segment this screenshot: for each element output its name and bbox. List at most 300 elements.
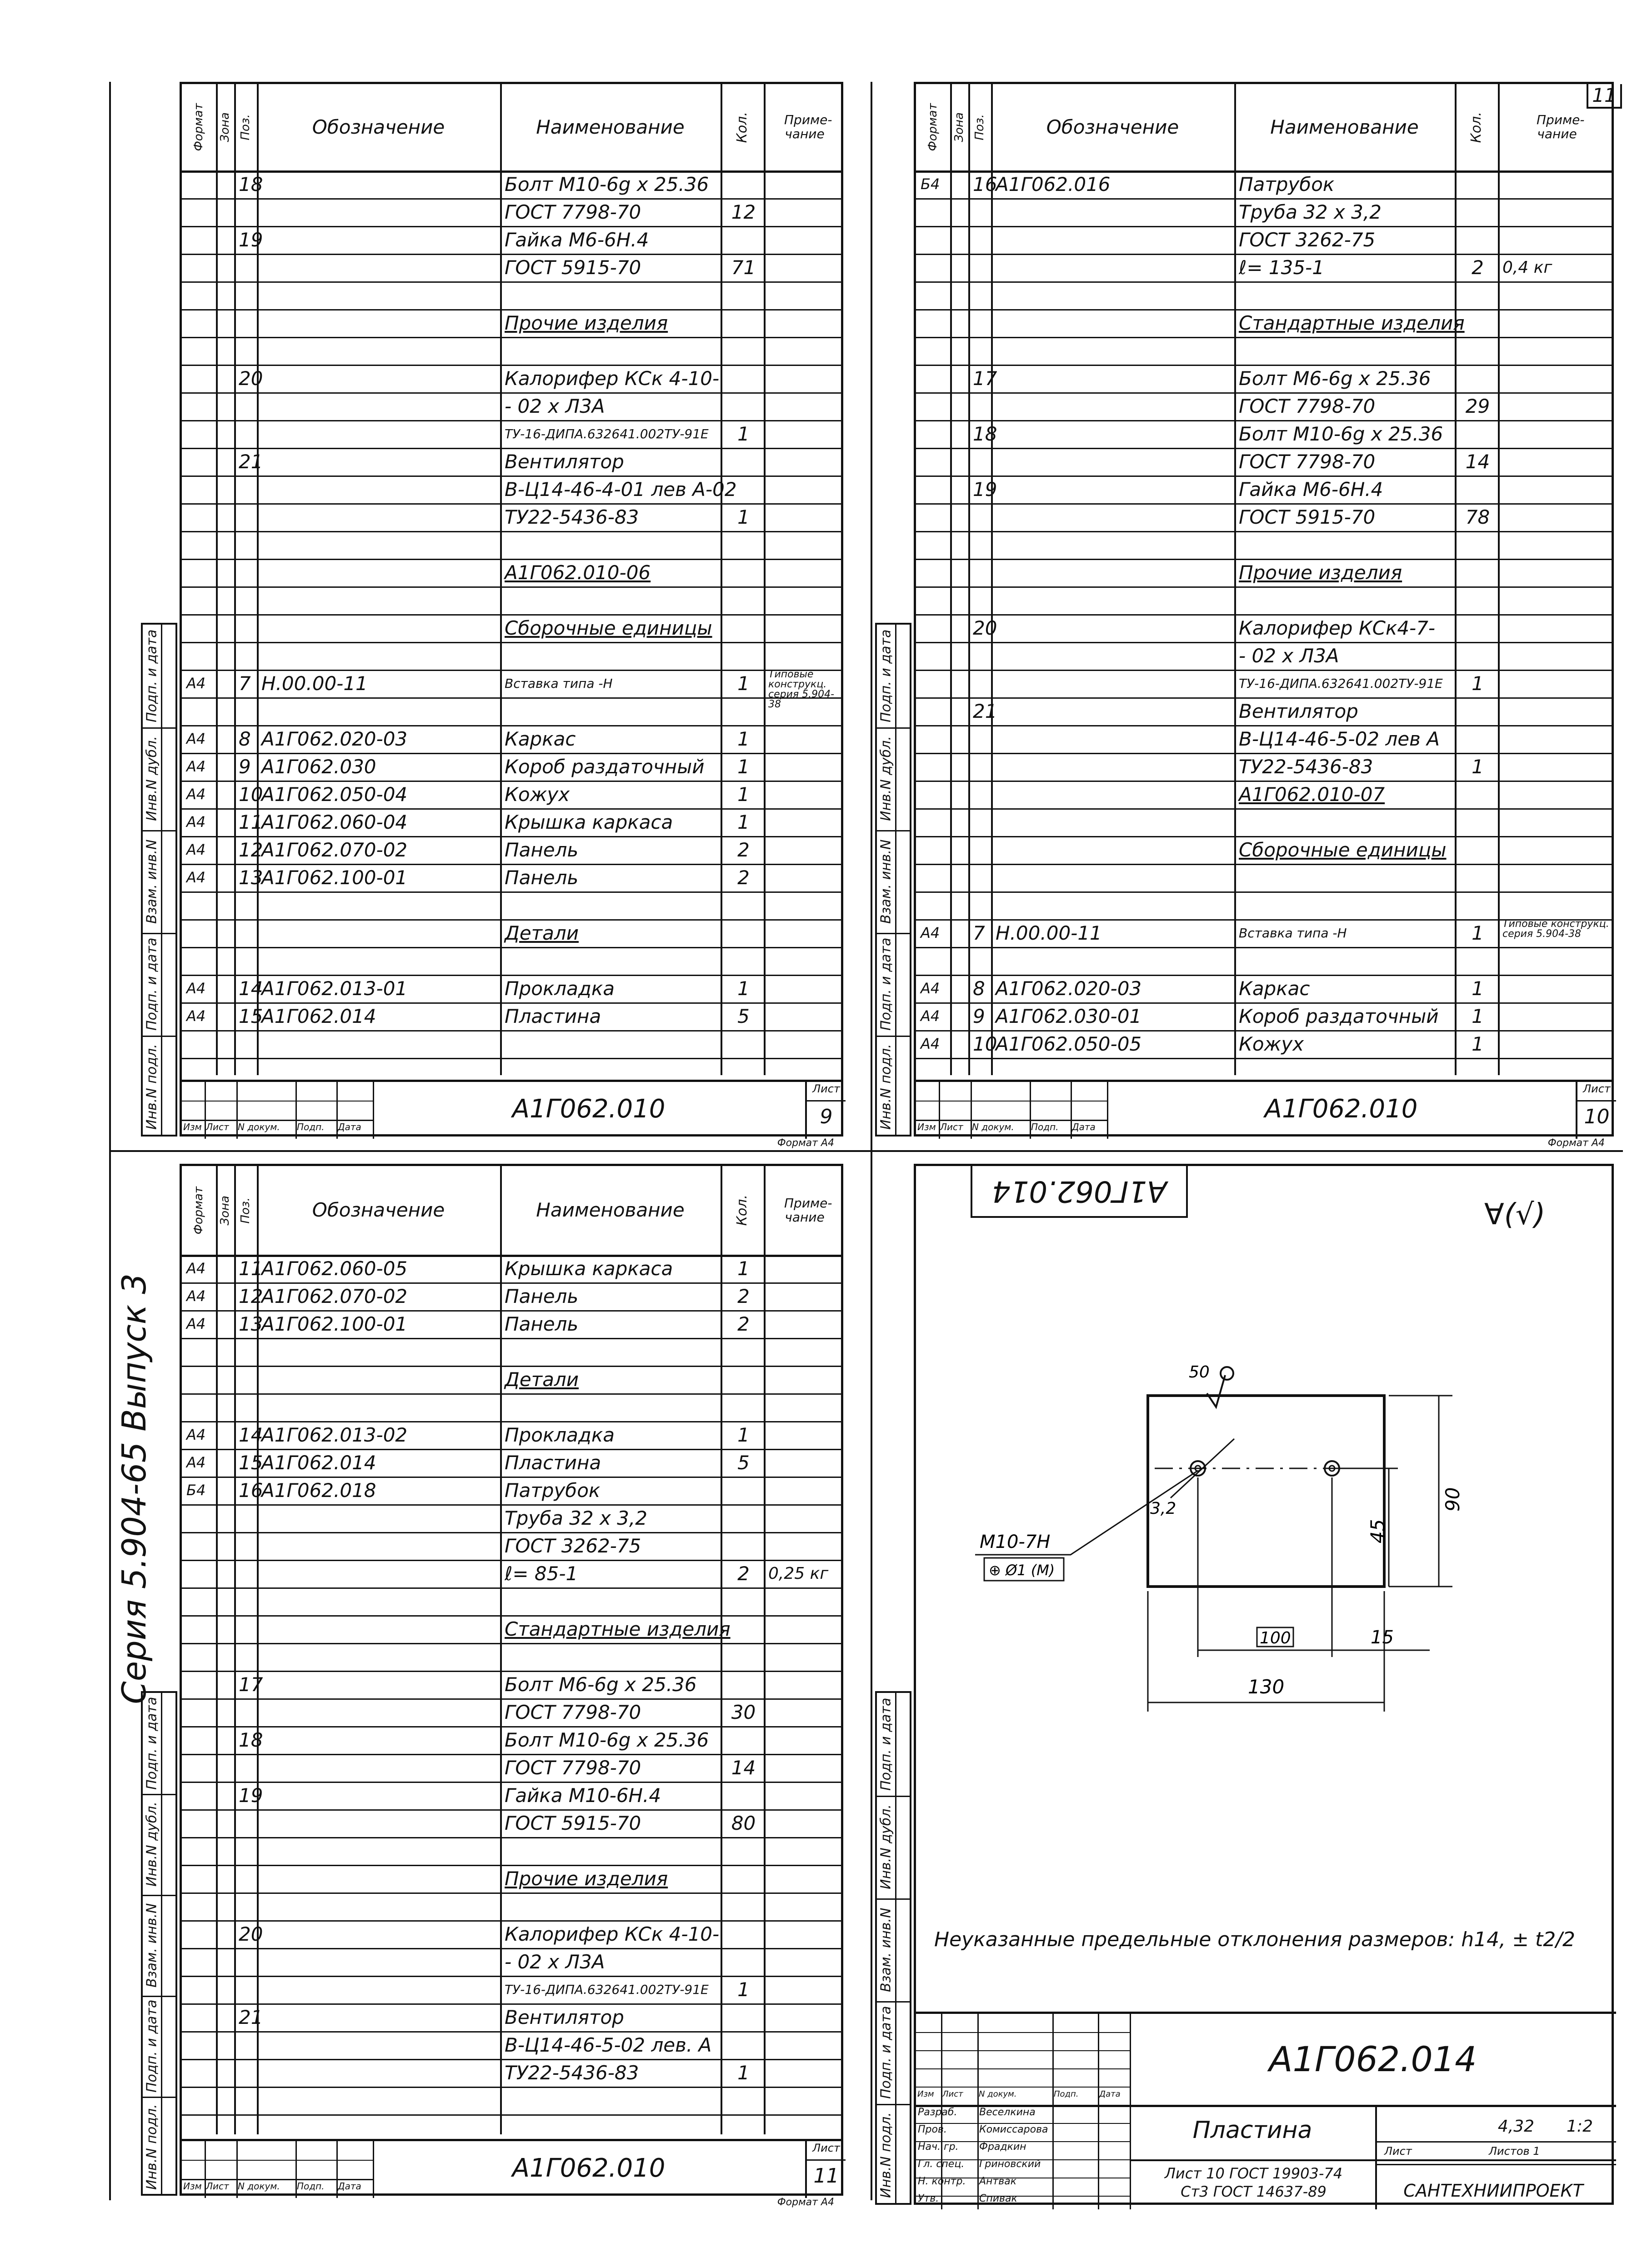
side-label: Взам. инв.N xyxy=(878,1908,894,1992)
header-pos-text: Поз. xyxy=(238,1197,252,1224)
tb-person: Фрадкин xyxy=(979,2141,1026,2153)
cell-q: 30 xyxy=(731,1701,756,1723)
cell-n: В-Ц14-46-4-01 лев А-02 xyxy=(505,478,737,501)
col-divider xyxy=(1498,84,1500,1075)
cell-d: А1Г062.018 xyxy=(261,1479,376,1502)
stamp-sheet-number: 10 xyxy=(1584,1105,1610,1128)
cell-q: 29 xyxy=(1465,395,1490,417)
cell-n: ТУ22-5436-83 xyxy=(505,2062,639,2084)
header-designation xyxy=(991,84,1234,170)
tb-person: Комиссарова xyxy=(979,2124,1048,2135)
cell-p: 19 xyxy=(239,1784,263,1807)
row-divider xyxy=(916,281,1612,283)
side-label: Инв.N подл. xyxy=(144,1044,160,1130)
col-divider xyxy=(500,84,502,1075)
title-block xyxy=(916,2012,1616,2209)
cell-d: А1Г062.050-05 xyxy=(996,1033,1142,1055)
format-footer: Формат А4 xyxy=(1547,1137,1605,1149)
stamp-row-line xyxy=(916,1120,1107,1121)
header-zone xyxy=(216,84,234,170)
cell-n: Прокладка xyxy=(505,1424,615,1446)
row-divider xyxy=(916,864,1612,865)
cell-n: Детали xyxy=(505,922,579,944)
tb-org-line xyxy=(1375,2164,1616,2165)
row-divider xyxy=(182,2087,841,2088)
cell-n: ГОСТ 7798-70 xyxy=(505,1701,641,1723)
header-qty-text: Кол. xyxy=(734,111,750,143)
sheet3-frame xyxy=(180,1164,843,2196)
cell-n: Болт М6-6g x 25.36 xyxy=(1239,367,1431,390)
side-label: Инв.N подл. xyxy=(144,2104,160,2190)
cell-f: А4 xyxy=(921,1007,940,1025)
cell-n: Болт М10-6g x 25.36 xyxy=(1239,423,1443,445)
cell-n: Панель xyxy=(505,866,579,889)
cell-q: 5 xyxy=(737,1005,750,1027)
cell-n: ТУ-16-ДИПА.632641.002ТУ-91Е xyxy=(1239,676,1443,691)
cell-f: А4 xyxy=(186,869,206,886)
cell-p: 9 xyxy=(973,1005,985,1027)
cell-d: А1Г062.014 xyxy=(261,1005,376,1027)
tb-row xyxy=(916,2087,1130,2088)
header-format xyxy=(182,84,216,170)
tb-col-v xyxy=(1375,2105,1377,2209)
cell-p: 20 xyxy=(973,617,997,639)
cell-d: А1Г062.030 xyxy=(261,756,376,778)
stamp-izm: Изм xyxy=(917,1121,936,1132)
cell-r: 0,4 кг xyxy=(1502,258,1552,277)
cell-d: А1Г062.030-01 xyxy=(996,1005,1142,1027)
cell-q: 1 xyxy=(1472,922,1484,944)
series-label: Серия 5.904-65 Выпуск 3 xyxy=(115,1273,153,1704)
cell-n: ТУ22-5436-83 xyxy=(505,506,639,528)
cell-d: А1Г062.016 xyxy=(996,173,1111,195)
col-divider xyxy=(721,84,722,1075)
cell-n: Кожух xyxy=(505,783,570,806)
stamp-row-line xyxy=(182,2179,373,2180)
cell-n: Каркас xyxy=(505,728,576,750)
part-drawing xyxy=(916,1257,1616,1848)
row-divider xyxy=(182,281,841,283)
row-divider xyxy=(182,1030,841,1031)
stamp-list: Лист xyxy=(206,2181,229,2192)
cell-p: 13 xyxy=(239,1313,263,1335)
stamp-izm: Изм xyxy=(183,2181,202,2192)
side-label: Подп. и дата xyxy=(144,1697,160,1790)
header-name-text: Наименование xyxy=(536,115,685,138)
cell-f: А4 xyxy=(186,841,206,858)
sheet2-stamp xyxy=(916,1080,1616,1139)
tb-material-2: Ст3 ГОСТ 14637-89 xyxy=(1181,2183,1327,2200)
cell-q: 1 xyxy=(737,728,750,750)
cell-q: 1 xyxy=(737,1257,750,1280)
cell-n: ℓ= 135-1 xyxy=(1239,256,1324,279)
center-cut-line xyxy=(871,82,872,2200)
tb-role: Нач. гр. xyxy=(918,2141,959,2153)
cell-n: Крышка каркаса xyxy=(505,811,673,833)
roughness-general: ∀(√) xyxy=(1484,1198,1546,1232)
row-divider xyxy=(182,1643,841,1644)
cell-f: А4 xyxy=(186,1260,206,1277)
cell-n: ГОСТ 7798-70 xyxy=(505,1757,641,1779)
stamp-list: Лист xyxy=(940,1121,963,1132)
row-divider xyxy=(916,531,1612,532)
cell-q: 1 xyxy=(737,2062,750,2084)
dim-edge: 15 xyxy=(1371,1627,1394,1648)
side-label: Взам. инв.N xyxy=(144,1903,160,1988)
header-zone xyxy=(216,1166,234,1255)
row-divider xyxy=(916,1058,1612,1059)
cell-n: ГОСТ 7798-70 xyxy=(505,201,641,223)
cell-p: 10 xyxy=(973,1033,997,1055)
cell-n: Патрубок xyxy=(1239,173,1335,195)
cell-p: 20 xyxy=(239,367,263,390)
tb-name: Пластина xyxy=(1192,2117,1312,2144)
header-note-text: Приме-чание xyxy=(1537,112,1585,141)
cell-p: 16 xyxy=(239,1479,263,1502)
cell-n: Пластина xyxy=(505,1005,601,1027)
roughness-label: 50 xyxy=(1189,1363,1210,1382)
cell-q: 2 xyxy=(737,1285,750,1307)
header-format-text: Формат xyxy=(192,103,206,151)
cell-n: В-Ц14-46-5-02 лев. А xyxy=(505,2034,712,2056)
slant-dim: 3,2 xyxy=(1150,1499,1176,1518)
cell-f: А4 xyxy=(186,1287,206,1305)
cell-n: ГОСТ 3262-75 xyxy=(1239,229,1376,251)
tb-podp: Подп. xyxy=(1054,2089,1079,2099)
cell-f: А4 xyxy=(186,1315,206,1332)
side-divider xyxy=(161,625,162,1135)
cell-q: 14 xyxy=(1465,451,1490,473)
cell-p: 12 xyxy=(239,1285,263,1307)
mirrored-title-box xyxy=(971,1166,1188,1218)
cell-f: А4 xyxy=(186,786,206,803)
cell-p: 17 xyxy=(973,367,997,390)
cell-n: Сборочные единицы xyxy=(505,617,712,639)
row-divider xyxy=(182,337,841,338)
cell-n: Калорифер КСк 4-10- xyxy=(505,1923,720,1945)
tb-col xyxy=(1052,2014,1054,2209)
dim-width: 130 xyxy=(1248,1676,1285,1698)
cell-n: Прочие изделия xyxy=(505,312,668,334)
col-divider xyxy=(234,84,236,1075)
row-divider xyxy=(916,808,1612,810)
side-label: Взам. инв.N xyxy=(878,839,894,924)
cell-q: 1 xyxy=(737,811,750,833)
stamp-ndokum: N докум. xyxy=(238,1121,280,1132)
tb-material-1: Лист 10 ГОСТ 19903-74 xyxy=(1164,2165,1343,2182)
stamp-sheet-number: 9 xyxy=(820,1105,833,1128)
cell-n: Короб раздаточный xyxy=(1239,1005,1439,1027)
cell-q: 1 xyxy=(1472,672,1484,695)
tolerance-note: Неуказанные предельные отклонения размеров: h14, ± t2/2 xyxy=(934,1928,1576,1951)
stamp-row-line xyxy=(182,2160,373,2161)
tb-org: САНТЕХНИИПРОЕКТ xyxy=(1403,2181,1583,2201)
header-pos xyxy=(234,84,257,170)
cell-n: Болт М10-6g x 25.36 xyxy=(505,173,709,195)
cell-p: 9 xyxy=(239,756,251,778)
cell-d: А1Г062.013-02 xyxy=(261,1424,408,1446)
cell-q: 1 xyxy=(737,506,750,528)
tb-role: Гл. спец. xyxy=(918,2158,965,2170)
cell-q: 1 xyxy=(737,1978,750,2001)
cell-q: 1 xyxy=(737,756,750,778)
cell-d: А1Г062.060-04 xyxy=(261,811,408,833)
header-note-text: Приме-чание xyxy=(784,1195,832,1225)
tb-list-label: Лист xyxy=(1384,2145,1412,2158)
cell-n: ГОСТ 5915-70 xyxy=(505,256,641,279)
row-divider xyxy=(182,586,841,588)
cell-p: 19 xyxy=(973,478,997,501)
tb-list: Лист xyxy=(942,2089,963,2099)
cell-n: Калорифер КСк4-7- xyxy=(1239,617,1436,639)
cell-n: ТУ-16-ДИПА.632641.002ТУ-91Е xyxy=(505,426,709,441)
cell-f: А4 xyxy=(186,1426,206,1443)
left-cut-line xyxy=(109,82,111,2200)
header-designation xyxy=(257,84,500,170)
side-label: Инв.N подл. xyxy=(878,1044,894,1130)
cell-n: Труба 32 х 3,2 xyxy=(1239,201,1382,223)
cell-n: Вентилятор xyxy=(505,451,624,473)
cell-f: А4 xyxy=(921,924,940,941)
cell-n: Патрубок xyxy=(505,1479,601,1502)
col-divider xyxy=(216,84,218,1075)
cell-n: Прокладка xyxy=(505,977,615,1000)
header-pos-text: Поз. xyxy=(238,114,252,140)
cell-n: Вставка типа -Н xyxy=(1239,926,1347,941)
stamp-list-word: Лист xyxy=(812,2142,840,2154)
format-footer: Формат А4 xyxy=(777,2197,834,2208)
sheet1-frame xyxy=(180,82,843,1137)
cell-d: А1Г062.070-02 xyxy=(261,1285,408,1307)
tb-col xyxy=(977,2014,979,2209)
row-divider xyxy=(182,1058,841,1059)
header-zone-text: Зона xyxy=(218,1195,232,1226)
cell-p: 15 xyxy=(239,1005,263,1027)
tb-scale: 1:2 xyxy=(1567,2117,1593,2136)
header-qty xyxy=(721,1166,764,1255)
sheet3-stamp xyxy=(182,2139,846,2198)
cell-n: Болт М10-6g x 25.36 xyxy=(505,1729,709,1751)
position-tol: ⊕ Ø1 (M) xyxy=(989,1562,1055,1579)
cell-f: А4 xyxy=(186,675,206,692)
cell-q: 80 xyxy=(731,1812,756,1834)
cell-d: А1Г062.100-01 xyxy=(261,1313,408,1335)
cell-n: Сборочные единицы xyxy=(1239,839,1447,861)
cell-q: 14 xyxy=(731,1757,756,1779)
cell-n: ГОСТ 7798-70 xyxy=(1239,451,1376,473)
cell-n: Панель xyxy=(505,1313,579,1335)
cell-q: 1 xyxy=(1472,756,1484,778)
cell-n: Болт М6-6g x 25.36 xyxy=(505,1673,697,1696)
row-divider xyxy=(916,586,1612,588)
tb-main-line xyxy=(1130,2105,1616,2107)
cell-p: 11 xyxy=(239,1257,263,1280)
cell-p: 21 xyxy=(973,700,997,722)
row-divider xyxy=(916,337,1612,338)
row-divider xyxy=(182,891,841,893)
stamp-ndokum: N докум. xyxy=(972,1121,1014,1132)
row-divider xyxy=(182,1587,841,1589)
cell-p: 14 xyxy=(239,977,263,1000)
cell-n: ГОСТ 3262-75 xyxy=(505,1535,641,1557)
tb-role: Разраб. xyxy=(918,2107,957,2118)
header-qty xyxy=(721,84,764,170)
side-label: Взам. инв.N xyxy=(144,839,160,924)
cell-p: 13 xyxy=(239,866,263,889)
cell-n: Калорифер КСк 4-10- xyxy=(505,367,720,390)
cell-p: 15 xyxy=(239,1452,263,1474)
cell-p: 14 xyxy=(239,1424,263,1446)
side-stamp xyxy=(141,1691,177,2196)
stamp-podp: Подп. xyxy=(297,1121,325,1132)
cell-p: 18 xyxy=(973,423,997,445)
cell-n: Панель xyxy=(505,839,579,861)
cell-q: 71 xyxy=(731,256,756,279)
side-label: Инв.N подл. xyxy=(878,2112,894,2198)
col-divider xyxy=(968,84,970,1075)
cell-p: 21 xyxy=(239,2006,263,2028)
cell-n: Гайка М10-6Н.4 xyxy=(505,1784,661,1807)
cell-q: 78 xyxy=(1465,506,1490,528)
cell-f: А4 xyxy=(186,813,206,831)
tb-role: Пров. xyxy=(918,2124,947,2135)
stamp-sheet-number: 11 xyxy=(813,2164,839,2188)
cell-f: А4 xyxy=(186,1454,206,1471)
header-name-text: Наименование xyxy=(536,1199,685,1222)
tb-row xyxy=(916,2050,1130,2051)
tb-person: Антвак xyxy=(979,2176,1016,2187)
cell-n: Стандартные изделия xyxy=(505,1618,731,1640)
cell-p: 18 xyxy=(239,173,263,195)
stamp-data: Дата xyxy=(338,1121,361,1132)
cell-p: 10 xyxy=(239,783,263,806)
cell-p: 7 xyxy=(239,672,251,695)
cell-d: А1Г062.020-03 xyxy=(261,728,408,750)
cell-p: 16 xyxy=(973,173,997,195)
cell-n: В-Ц14-46-5-02 лев А xyxy=(1239,728,1440,750)
side-label: Инв.N дубл. xyxy=(878,736,894,821)
header-note xyxy=(764,1166,846,1255)
side-label: Инв.N дубл. xyxy=(878,1804,894,1890)
header-pos-text: Поз. xyxy=(972,114,986,140)
cell-q: 1 xyxy=(737,1424,750,1446)
header-qty-text: Кол. xyxy=(734,1195,750,1226)
cell-q: 1 xyxy=(737,672,750,695)
cell-f: Б4 xyxy=(186,1482,206,1499)
cell-q: 2 xyxy=(737,1313,750,1335)
cell-n: Стандартные изделия xyxy=(1239,312,1465,334)
cell-p: 19 xyxy=(239,229,263,251)
cell-n: А1Г062.010-07 xyxy=(1239,783,1385,806)
side-divider xyxy=(161,1693,162,2194)
header-pos xyxy=(234,1166,257,1255)
cell-n: Пластина xyxy=(505,1452,601,1474)
sheet1-stamp xyxy=(182,1080,846,1139)
tb-row xyxy=(916,2032,1130,2033)
row-divider xyxy=(182,642,841,643)
cell-p: 17 xyxy=(239,1673,263,1696)
cell-n: - 02 х Л3А xyxy=(505,395,605,417)
cell-n: Вставка типа -Н xyxy=(505,676,613,691)
cell-n: Крышка каркаса xyxy=(505,1257,673,1280)
tb-lists-label: Листов 1 xyxy=(1489,2145,1540,2158)
header-note xyxy=(764,84,846,170)
drawing-frame xyxy=(914,1164,1614,2205)
cell-n: А1Г062.010-06 xyxy=(505,561,651,584)
cell-d: Н.00.00-11 xyxy=(261,672,368,695)
cell-n: - 02 х Л3А xyxy=(505,1951,605,1973)
side-label: Подп. и дата xyxy=(878,629,894,723)
cell-r: 0,25 кг xyxy=(768,1564,829,1583)
stamp-sheet-line xyxy=(1577,1100,1616,1101)
side-label: Подп. и дата xyxy=(878,937,894,1031)
header-name-text: Наименование xyxy=(1270,115,1419,138)
cell-d: А1Г062.070-02 xyxy=(261,839,408,861)
side-label: Подп. и дата xyxy=(878,2006,894,2099)
cell-d: Н.00.00-11 xyxy=(996,922,1102,944)
row-divider xyxy=(182,1837,841,1838)
cell-d: А1Г062.100-01 xyxy=(261,866,408,889)
cell-r: Типовые конструкц. серия 5.904-38 xyxy=(768,669,835,710)
format-footer: Формат А4 xyxy=(777,1137,834,1149)
header-name xyxy=(500,84,721,170)
cell-p: 8 xyxy=(973,977,985,1000)
stamp-doc-number: А1Г062.010 xyxy=(512,2153,666,2183)
cell-f: А4 xyxy=(921,980,940,997)
header-qty xyxy=(1455,84,1498,170)
col-divider xyxy=(1234,84,1236,1075)
middle-cut-line xyxy=(109,1150,1623,1152)
mirrored-title: А1Г062.014 xyxy=(991,1174,1167,1208)
side-stamp xyxy=(875,623,911,1137)
row-divider xyxy=(182,697,841,699)
cell-p: 8 xyxy=(239,728,251,750)
cell-p: 11 xyxy=(239,811,263,833)
cell-f: А4 xyxy=(921,1035,940,1052)
tb-col xyxy=(1098,2014,1099,2209)
cell-p: 7 xyxy=(973,922,985,944)
header-note-text: Приме-чание xyxy=(784,112,832,141)
cell-f: А4 xyxy=(186,1007,206,1025)
row-divider xyxy=(182,1338,841,1339)
side-stamp xyxy=(875,1691,911,2205)
row-divider xyxy=(182,1893,841,1894)
side-label: Подп. и дата xyxy=(144,937,160,1031)
dim-hole-height: 45 xyxy=(1367,1519,1389,1543)
col-divider xyxy=(764,84,766,1075)
side-label: Подп. и дата xyxy=(144,629,160,723)
cell-d: А1Г062.014 xyxy=(261,1452,376,1474)
header-name xyxy=(500,1166,721,1255)
cell-f: Б4 xyxy=(921,175,940,193)
cell-n: Труба 32 х 3,2 xyxy=(505,1507,647,1529)
row-divider xyxy=(916,891,1612,893)
header-designation-text: Обозначение xyxy=(312,115,445,138)
tb-person: Спивак xyxy=(979,2193,1017,2204)
header-format-text: Формат xyxy=(192,1186,206,1235)
cell-n: ТУ-16-ДИПА.632641.002ТУ-91Е xyxy=(505,1982,709,1997)
thread-label: М10-7Н xyxy=(980,1532,1051,1552)
top-corner-number: 11 xyxy=(1587,84,1622,109)
header-zone-text: Зона xyxy=(218,112,232,142)
tb-list-line xyxy=(1375,2141,1616,2143)
tb-data: Дата xyxy=(1099,2089,1121,2099)
stamp-list-word: Лист xyxy=(812,1082,840,1095)
side-divider xyxy=(895,1693,896,2203)
stamp-podp: Подп. xyxy=(297,2181,325,2192)
side-stamp xyxy=(141,623,177,1137)
cell-q: 12 xyxy=(731,201,756,223)
